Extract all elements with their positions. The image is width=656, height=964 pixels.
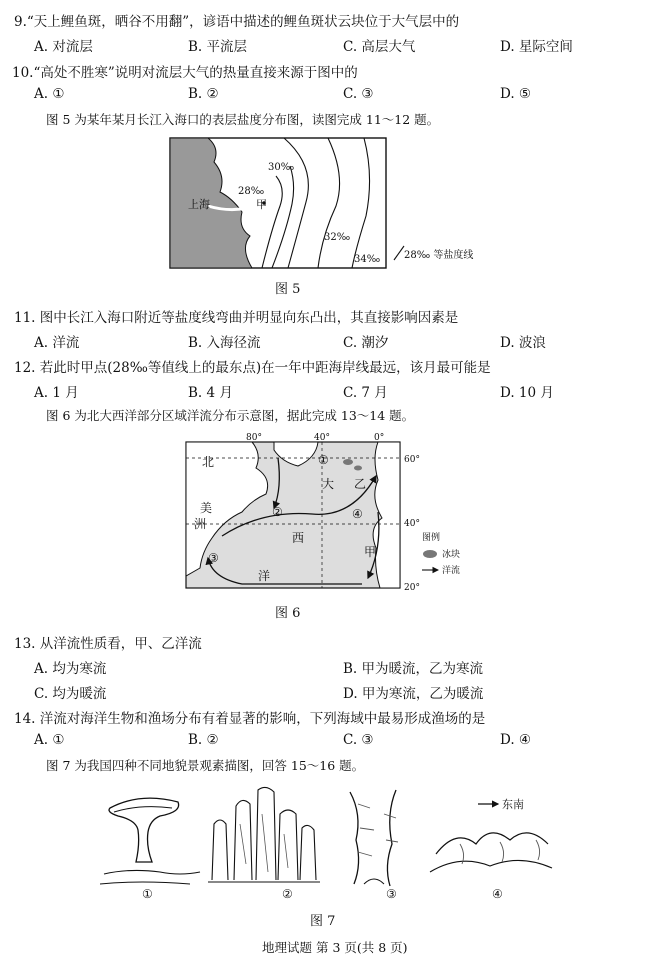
q12-option-b: B. 4 月 (188, 385, 233, 401)
figure-6-caption: 图 6 (275, 606, 301, 621)
label-zhou: 洲 (194, 517, 207, 531)
label-lon-80: 80° (246, 433, 262, 443)
landform-sketch-3 (350, 790, 398, 901)
label-lon-40: 40° (314, 433, 330, 443)
legend-isohaline: 28‰ 等盐度线 (404, 250, 474, 261)
label-yang: 洋 (258, 569, 271, 583)
q11-option-b: B. 入海径流 (188, 335, 261, 351)
direction-southeast: 东南 (502, 798, 524, 811)
label-yi: 乙 (354, 477, 367, 491)
q14-option-c: C. ③ (343, 732, 374, 748)
figure-6-ocean-currents-map (182, 428, 478, 596)
sketch-4-label: ④ (492, 887, 503, 901)
sketch-1-label: ① (142, 887, 153, 901)
question-14-stem: 14. 洋流对海洋生物和渔场分布有着显著的影响，下列海域中最易形成渔场的是 (14, 711, 486, 727)
label-30: 30‰ (268, 162, 295, 173)
q12-option-d: D. 10 月 (500, 385, 554, 401)
figure-7-intro: 图 7 为我国四种不同地貌景观素描图，回答 15～16 题。 (46, 758, 365, 773)
label-28: 28‰ (238, 186, 265, 197)
label-jia: 甲 (256, 198, 267, 211)
label-area-4: ④ (352, 507, 363, 521)
label-mei: 美 (200, 501, 213, 515)
question-10-stem: 10.“高处不胜寒”说明对流层大气的热量直接来源于图中的 (12, 65, 358, 81)
label-bei: 北 (202, 455, 215, 469)
label-area-2: ② (272, 505, 283, 519)
label-lat-60: 60° (404, 455, 420, 465)
q14-option-a: A. ① (34, 732, 65, 748)
q13-option-d: D. 甲为寒流，乙为暖流 (343, 686, 484, 702)
q10-option-b: B. ② (188, 86, 219, 102)
q11-option-a: A. 洋流 (34, 335, 80, 351)
question-9-stem: 9.“天上鲤鱼斑，晒谷不用翻”，谚语中描述的鲤鱼斑状云块位于大气层中的 (14, 14, 460, 30)
q9-option-a: A. 对流层 (34, 39, 93, 55)
legend-ice: 冰块 (442, 550, 461, 560)
label-34: 34‰ (354, 254, 381, 265)
q11-option-c: C. 潮汐 (343, 335, 389, 351)
q10-option-d: D. ⑤ (500, 86, 532, 102)
question-13-stem: 13. 从洋流性质看，甲、乙洋流 (14, 636, 202, 652)
label-da: 大 (322, 477, 335, 491)
figure-7-landform-sketches (100, 784, 560, 904)
q10-option-c: C. ③ (343, 86, 374, 102)
label-lon-0: 0° (374, 433, 385, 443)
q9-option-d: D. 星际空间 (500, 39, 573, 55)
label-lat-40: 40° (404, 519, 420, 529)
landform-sketch-4 (430, 798, 552, 901)
q13-option-a: A. 均为寒流 (34, 661, 107, 677)
sketch-2-label: ② (282, 887, 293, 901)
label-lat-20: 20° (404, 583, 420, 593)
q14-option-b: B. ② (188, 732, 219, 748)
q12-option-c: C. 7 月 (343, 385, 388, 401)
q9-option-b: B. 平流层 (188, 39, 248, 55)
label-shanghai: 上海 (188, 198, 210, 211)
page-footer: 地理试题 第 3 页(共 8 页) (262, 940, 408, 955)
figure-6-intro: 图 6 为北大西洋部分区域洋流分布示意图，据此完成 13～14 题。 (46, 408, 415, 423)
q13-option-c: C. 均为暖流 (34, 686, 107, 702)
question-12-stem: 12. 若此时甲点(28‰等值线上的最东点)在一年中距海岸线最远，该月最可能是 (14, 360, 491, 376)
figure-5-caption: 图 5 (275, 282, 301, 297)
figure-5-intro: 图 5 为某年某月长江入海口的表层盐度分布图，读图完成 11～12 题。 (46, 112, 440, 127)
label-jia-current: 甲 (364, 545, 377, 559)
legend-current: 洋流 (442, 566, 461, 576)
q11-option-d: D. 波浪 (500, 335, 546, 351)
sketch-3-label: ③ (386, 887, 397, 901)
q12-option-a: A. 1 月 (34, 385, 79, 401)
legend-title: 图例 (422, 533, 441, 543)
landform-sketch-2 (208, 787, 320, 901)
label-area-3: ③ (208, 551, 219, 565)
q9-option-c: C. 高层大气 (343, 39, 416, 55)
label-area-1: ① (318, 453, 329, 467)
figure-7-caption: 图 7 (310, 914, 336, 929)
question-11-stem: 11. 图中长江入海口附近等盐度线弯曲并明显向东凸出，其直接影响因素是 (14, 310, 459, 326)
figure-5-salinity-map (168, 136, 498, 272)
label-xi: 西 (292, 531, 305, 545)
q10-option-a: A. ① (34, 86, 65, 102)
q14-option-d: D. ④ (500, 732, 532, 748)
label-32: 32‰ (324, 232, 351, 243)
landform-sketch-1 (100, 798, 200, 901)
q13-option-b: B. 甲为暖流，乙为寒流 (343, 661, 484, 677)
